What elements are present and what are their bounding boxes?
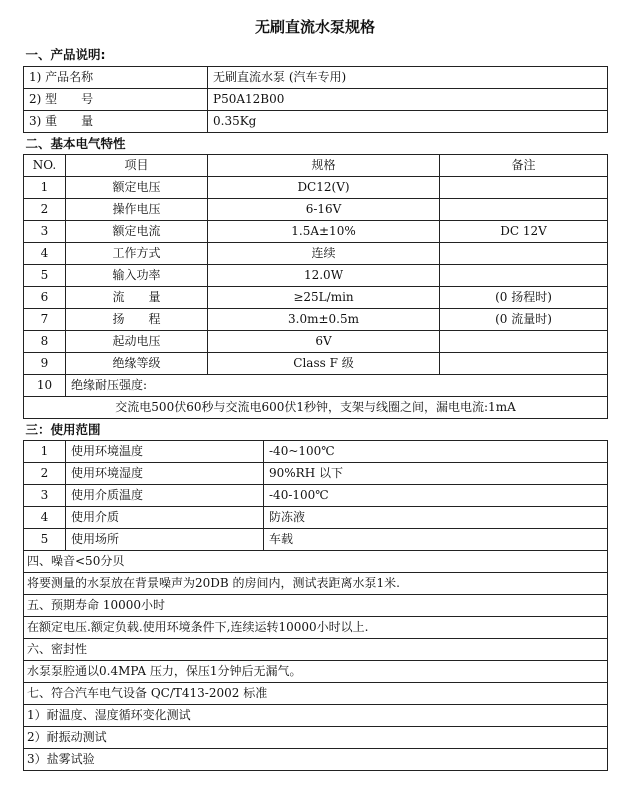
row-value: 无刷直流水泵 (汽车专用) (208, 66, 608, 88)
row-spec: DC12(V) (208, 176, 440, 198)
row-no: 4 (24, 506, 66, 528)
weight-row (24, 110, 608, 132)
table-row (24, 198, 608, 220)
table-row (24, 286, 608, 308)
row-no: 6 (24, 286, 66, 308)
row-no: 4 (24, 242, 66, 264)
row-note: (0 流量时) (440, 308, 608, 330)
row-item: 使用介质 (66, 506, 264, 528)
row-no: 2 (24, 198, 66, 220)
table-row (24, 264, 608, 286)
row-label: 2) 型 号 (24, 88, 208, 110)
list-item: 1）耐温度、湿度循环变化测试 (24, 704, 608, 726)
insulation-label: 绝缘耐压强度: (66, 374, 608, 396)
header-item: 项目 (66, 154, 208, 176)
row-value: 防冻液 (264, 506, 608, 528)
row-note: (0 扬程时) (440, 286, 608, 308)
insulation-row (24, 374, 608, 396)
spec-table (23, 44, 608, 771)
row-note (440, 330, 608, 352)
row-item: 额定电流 (66, 220, 208, 242)
row-item: 使用环境温度 (66, 440, 264, 462)
row-spec: 连续 (208, 242, 440, 264)
row-item: 绝缘等级 (66, 352, 208, 374)
row-spec: ≥25L/min (208, 286, 440, 308)
table-row (24, 242, 608, 264)
row-value: 0.35Kg (208, 110, 608, 132)
row-spec: 6V (208, 330, 440, 352)
row-item: 使用环境湿度 (66, 462, 264, 484)
table-row (24, 462, 608, 484)
header-spec: 规格 (208, 154, 440, 176)
row-value: -40-100℃ (264, 484, 608, 506)
section-2-heading: 二、基本电气特性 (25, 135, 126, 151)
row-no: 3 (24, 484, 66, 506)
section-6-text: 水泵泵腔通以0.4MPA 压力，保压1分钟后无漏气。 (24, 660, 608, 682)
row-note (440, 242, 608, 264)
row-no: 1 (24, 440, 66, 462)
list-item: 3）盐雾试验 (24, 748, 608, 770)
table-row (24, 528, 608, 550)
row-value: -40~100℃ (264, 440, 608, 462)
list-item: 2）耐振动测试 (24, 726, 608, 748)
section-7-heading: 七、符合汽车电气设备 QC/T413-2002 标准 (24, 682, 608, 704)
row-no: 10 (24, 374, 66, 396)
table-row (24, 176, 608, 198)
section-1-heading: 一、产品说明: (25, 47, 106, 63)
row-value: 车载 (264, 528, 608, 550)
row-note (440, 198, 608, 220)
table-row (24, 220, 608, 242)
row-no: 7 (24, 308, 66, 330)
table-row (24, 352, 608, 374)
section-6-heading: 六、密封性 (24, 638, 608, 660)
section-4-heading: 四、噪音<50分贝 (24, 550, 608, 572)
row-item: 输入功率 (66, 264, 208, 286)
row-no: 3 (24, 220, 66, 242)
row-item: 扬 程 (66, 308, 208, 330)
product-name-row (24, 66, 608, 88)
row-note (440, 176, 608, 198)
row-no: 1 (24, 176, 66, 198)
table-header-row (24, 154, 608, 176)
section-5-heading: 五、预期寿命 10000小时 (24, 594, 608, 616)
header-note: 备注 (440, 154, 608, 176)
section-3-heading: 三：使用范围 (25, 421, 101, 437)
insulation-detail: 交流电500伏60秒与交流电600伏1秒钟，支架与线圈之间，漏电电流:1mA (24, 396, 608, 418)
section-5-text: 在额定电压.额定负载.使用环境条件下,连续运转10000小时以上. (24, 616, 608, 638)
row-no: 8 (24, 330, 66, 352)
row-item: 额定电压 (66, 176, 208, 198)
table-row (24, 506, 608, 528)
table-row (24, 440, 608, 462)
row-spec: 1.5A±10% (208, 220, 440, 242)
header-no: NO. (24, 154, 66, 176)
row-item: 流 量 (66, 286, 208, 308)
row-no: 9 (24, 352, 66, 374)
row-no: 2 (24, 462, 66, 484)
row-item: 使用场所 (66, 528, 264, 550)
row-item: 工作方式 (66, 242, 208, 264)
row-label: 3) 重 量 (24, 110, 208, 132)
row-item: 起动电压 (66, 330, 208, 352)
row-note (440, 352, 608, 374)
row-value: 90%RH 以下 (264, 462, 608, 484)
row-no: 5 (24, 264, 66, 286)
row-label: 1) 产品名称 (24, 66, 208, 88)
model-row (24, 88, 608, 110)
insulation-detail-row (24, 396, 608, 418)
document-title: 无刷直流水泵规格 (254, 18, 375, 36)
row-item: 操作电压 (66, 198, 208, 220)
row-value: P50A12B00 (208, 88, 608, 110)
row-spec: 6-16V (208, 198, 440, 220)
row-no: 5 (24, 528, 66, 550)
row-note: DC 12V (440, 220, 608, 242)
row-spec: Class F 级 (208, 352, 440, 374)
table-row (24, 308, 608, 330)
section-4-text: 将要测量的水泵放在背景噪声为20DB 的房间内，测试表距离水泵1米. (24, 572, 608, 594)
table-row (24, 484, 608, 506)
table-row (24, 330, 608, 352)
row-spec: 3.0m±0.5m (208, 308, 440, 330)
row-note (440, 264, 608, 286)
row-item: 使用介质温度 (66, 484, 264, 506)
row-spec: 12.0W (208, 264, 440, 286)
spec-sheet (23, 44, 607, 771)
